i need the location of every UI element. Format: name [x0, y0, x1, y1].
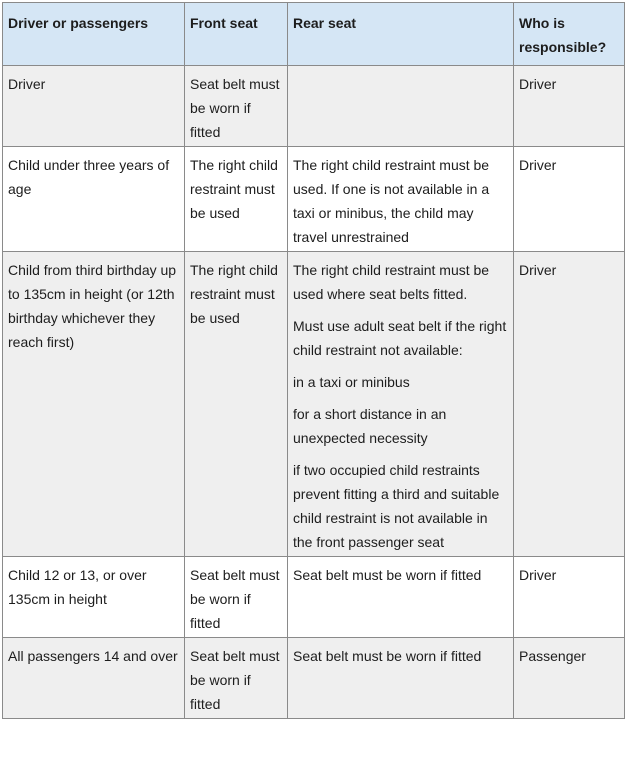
cell-front-seat: Seat belt must be worn if fitted	[185, 557, 288, 638]
rear-seat-rule: The right child restraint must be used. If one is not available in a taxi or minibus, the child may travel unrestrained	[293, 157, 490, 245]
cell-responsible: Passenger	[514, 638, 625, 719]
rear-seat-exception: for a short distance in an unexpected necessity	[293, 406, 447, 446]
rear-seat-exception: in a taxi or minibus	[293, 374, 410, 390]
table-row	[3, 557, 625, 638]
table-row	[3, 638, 625, 719]
cell-who: Child from third birthday up to 135cm in height (or 12th birthday whichever they reach first)	[3, 252, 185, 557]
cell-rear-seat	[288, 66, 514, 147]
cell-rear-seat	[288, 557, 514, 638]
cell-front-seat: Seat belt must be worn if fitted	[185, 638, 288, 719]
cell-who: Child under three years of age	[3, 147, 185, 252]
rear-seat-rule: The right child restraint must be used where seat belts fitted.	[293, 262, 490, 302]
cell-front-seat: The right child restraint must be used	[185, 147, 288, 252]
table-row	[3, 147, 625, 252]
header-driver-or-passengers: Driver or passengers	[3, 3, 185, 66]
header-who-is-responsible: Who is responsible?	[514, 3, 625, 66]
rear-seat-rule: Must use adult seat belt if the right child restraint not available:	[293, 318, 507, 358]
rear-seat-rule: Seat belt must be worn if fitted	[293, 567, 482, 583]
cell-front-seat: The right child restraint must be used	[185, 252, 288, 557]
rear-seat-rule: Seat belt must be worn if fitted	[293, 648, 482, 664]
cell-rear-seat	[288, 147, 514, 252]
cell-rear-seat	[288, 638, 514, 719]
header-front-seat: Front seat	[185, 3, 288, 66]
table-row	[3, 66, 625, 147]
cell-who: All passengers 14 and over	[3, 638, 185, 719]
cell-responsible: Driver	[514, 147, 625, 252]
table-header-row	[3, 3, 625, 66]
cell-responsible: Driver	[514, 66, 625, 147]
header-rear-seat: Rear seat	[288, 3, 514, 66]
table-row	[3, 252, 625, 557]
cell-rear-seat	[288, 252, 514, 557]
rear-seat-exception: if two occupied child restraints prevent fitting a third and suitable child restraint is not available in the front passenger seat	[293, 462, 500, 550]
cell-front-seat: Seat belt must be worn if fitted	[185, 66, 288, 147]
cell-responsible: Driver	[514, 557, 625, 638]
seat-belt-rules-table	[2, 2, 625, 719]
cell-who: Child 12 or 13, or over 135cm in height	[3, 557, 185, 638]
cell-responsible: Driver	[514, 252, 625, 557]
cell-who: Driver	[3, 66, 185, 147]
